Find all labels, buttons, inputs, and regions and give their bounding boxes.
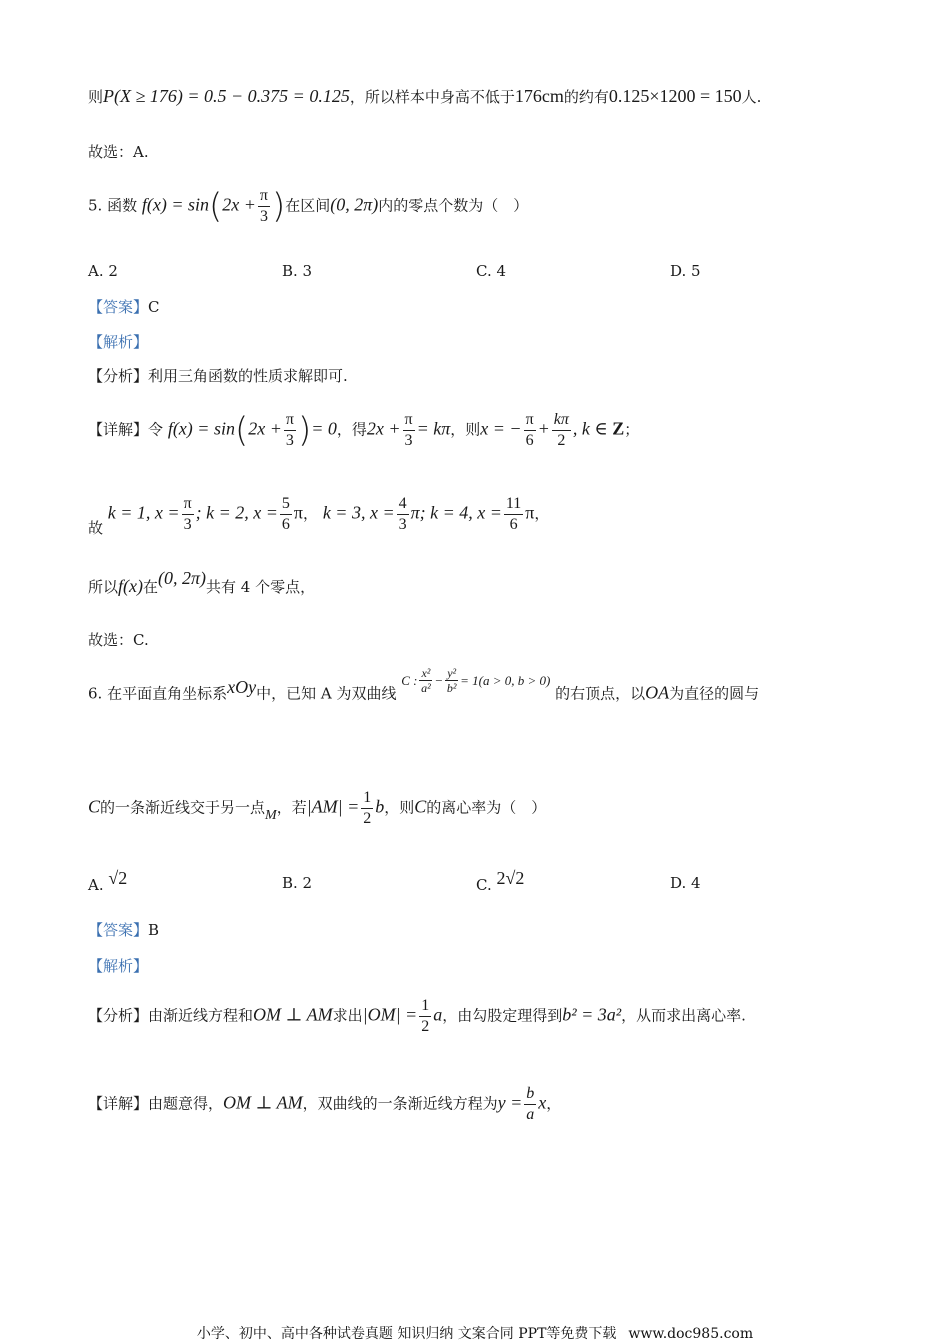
math-pi: π xyxy=(293,502,304,523)
analysis-2 xyxy=(88,996,746,1037)
text: 的约有 xyxy=(563,88,609,106)
option-value: √2 xyxy=(108,868,128,888)
text: 共有 4 个零点， xyxy=(206,578,316,596)
fraction: $\frac{4}{3}$ xyxy=(398,495,407,533)
detail-1: 【详解】令 f(x) = sin(2x + $\frac{\pi}{3}$ )= 0，得2x + $\frac{\pi}{3}$ = kπ，则x = − $\frac{\pi}{6}$ + $\frac{k\pi}{2}$ , k ∈ Z； xyxy=(88,410,640,451)
math-c: C xyxy=(414,796,427,817)
q6-option-d: D. 4 xyxy=(670,874,701,892)
math-y: y = xyxy=(497,1092,523,1113)
math-fx: f(x) xyxy=(118,576,143,596)
text: ， xyxy=(303,504,319,523)
detail-2 xyxy=(88,1084,561,1125)
text: 为直径的圆与 xyxy=(669,684,760,703)
answer-tag: 【答案】 xyxy=(88,298,149,316)
choose-c: 故选：C. xyxy=(88,631,149,649)
math-height: 176cm xyxy=(514,86,564,106)
jiexi-tag: 【解析】 xyxy=(88,957,149,975)
detail-tag: 【详解】 xyxy=(88,1094,149,1113)
math-eq2: 2x + xyxy=(366,418,401,439)
text: ，则 xyxy=(450,420,481,439)
math-b2-3a2: b² = 3a² xyxy=(562,1004,622,1025)
math-zero: = 0 xyxy=(311,418,337,439)
page-footer xyxy=(0,1323,950,1343)
text: ，所以样本中身高不低于 xyxy=(349,88,515,106)
footer-text: 小学、初中、高中各种试卷真题 知识归纳 文案合同 PPT等免费下载 xyxy=(196,1326,617,1342)
text: 的一条渐近线交于另一点 xyxy=(100,798,266,817)
text: 所以 xyxy=(88,578,119,596)
analysis-text: 利用三角函数的性质求解即可. xyxy=(148,367,348,385)
text: ，双曲线的一条渐近线方程为 xyxy=(302,1094,498,1113)
jiexi-tag: 【解析】 xyxy=(88,333,149,351)
math-arg: 2x + xyxy=(222,194,256,215)
line-probability xyxy=(88,86,761,107)
text: ，则 xyxy=(384,798,415,817)
option-label: A. xyxy=(88,876,104,894)
math-integers: Z xyxy=(612,418,625,439)
math-eq: f(x) = sin xyxy=(167,418,235,439)
text: 由渐近线方程和 xyxy=(148,1006,254,1025)
analysis-1 xyxy=(88,366,348,386)
q6-option-a xyxy=(88,868,128,894)
answer-value: B xyxy=(148,921,160,939)
math-function: f(x) = sin xyxy=(141,194,210,215)
q5-option-a: A. 2 xyxy=(88,262,118,280)
q5-answer xyxy=(88,297,160,317)
text: ； xyxy=(624,420,640,439)
math-oa: OA xyxy=(645,682,670,703)
question-number: 6. 在平面直角坐标系 xyxy=(88,684,228,703)
text: ，若 xyxy=(276,798,307,817)
q6-option-b: B. 2 xyxy=(282,874,313,892)
text: 内的零点个数为（ ） xyxy=(378,196,529,215)
math-perp: OM ⊥ AM xyxy=(253,1004,333,1025)
math-arg: 2x + xyxy=(248,418,282,439)
text: 在区间 xyxy=(285,196,331,215)
q6-answer xyxy=(88,920,159,940)
question-6 xyxy=(88,666,760,709)
text: 由题意得， xyxy=(148,1094,224,1113)
text: ， xyxy=(534,504,550,523)
text: 故 xyxy=(88,518,104,537)
math-x: x = − xyxy=(480,418,522,439)
text: 在 xyxy=(143,578,159,596)
q6-option-c xyxy=(476,868,525,894)
choose-a: 故选：A. xyxy=(88,143,149,161)
math-k4: π; k = 4, x = xyxy=(410,502,502,523)
answer-value: C xyxy=(148,298,160,316)
fraction: $\frac{5}{6}$ xyxy=(281,495,290,533)
text: ，从而求出离心率. xyxy=(621,1006,746,1025)
math-b: b xyxy=(375,796,385,817)
fraction-1-2: $\frac{1}{2}$ xyxy=(363,789,372,827)
math-pi: π xyxy=(525,502,535,523)
analysis-tag: 【分析】 xyxy=(88,1006,149,1025)
math-m: M xyxy=(265,807,277,823)
footer-url[interactable]: www.doc985.com xyxy=(628,1326,754,1342)
math-interval: (0, 2π) xyxy=(158,568,207,588)
text: ， xyxy=(546,1094,562,1113)
fraction-kpi-2: $\frac{k\pi}{2}$ xyxy=(553,411,569,449)
math-interval: (0, 2π) xyxy=(330,194,379,215)
text: 中，已知 A 为双曲线 xyxy=(256,684,397,703)
k-values-line xyxy=(88,494,549,535)
fraction-pi-3: $\frac{\pi}{3}$ xyxy=(285,411,294,449)
answer-tag: 【答案】 xyxy=(88,921,149,939)
fraction-b-a: $\frac{b}{a}$ xyxy=(526,1085,535,1123)
detail-tag: 【详解】 xyxy=(88,420,149,439)
math-xoy: xOy xyxy=(227,676,257,697)
text: ，得 xyxy=(336,420,367,439)
math-count: 0.125×1200 = 150 xyxy=(608,86,742,106)
analysis-tag: 【分析】 xyxy=(88,367,149,385)
fraction-1-2: $\frac{1}{2}$ xyxy=(421,997,430,1035)
math-x: x xyxy=(538,1092,547,1113)
fraction-pi-3: $\frac{\pi}{3}$ xyxy=(259,187,268,225)
zero-count-line xyxy=(88,568,316,597)
q5-option-c: C. 4 xyxy=(476,262,507,280)
text: 求出 xyxy=(332,1006,363,1025)
math-c: C xyxy=(88,796,101,817)
fraction: $\frac{11}{6}$ xyxy=(505,495,522,533)
math-perp: OM ⊥ AM xyxy=(223,1092,303,1113)
question-6-line2 xyxy=(88,788,546,829)
math-k-in: , k ∈ xyxy=(572,418,613,439)
math-a: a xyxy=(433,1004,443,1025)
text: 的右顶点，以 xyxy=(555,684,646,703)
text: ，由勾股定理得到 xyxy=(442,1006,563,1025)
math-k2: ; k = 2, x = xyxy=(195,502,278,523)
option-value: 2√2 xyxy=(496,868,525,888)
text: 人. xyxy=(741,88,762,106)
math-plus: + xyxy=(537,418,550,439)
math-k1: k = 1, x = xyxy=(107,502,180,523)
fraction-pi-6: $\frac{\pi}{6}$ xyxy=(525,411,534,449)
question-5: 5. 函数 f(x) = sin(2x + $\frac{\pi}{3}$ )在区间(0, 2π)内的零点个数为（ ） xyxy=(88,186,529,227)
text: 的离心率为（ ） xyxy=(426,798,547,817)
text: 则 xyxy=(88,88,104,106)
hyperbola-equation: C : $\frac{\text{x²}}{\text{a²}}$ − $\frac{\text{y²}}{\text{b²}}$ = 1(a > 0, b > 0) xyxy=(401,666,551,695)
text: 令 xyxy=(148,420,164,439)
math-om: |OM| = xyxy=(362,1004,418,1025)
option-label: C. xyxy=(476,876,492,894)
math-probability: P(X ≥ 176) = 0.5 − 0.375 = 0.125 xyxy=(103,86,350,106)
math-k3: k = 3, x = xyxy=(322,502,395,523)
math-kpi: = kπ xyxy=(416,418,451,439)
question-number: 5. 函数 xyxy=(88,196,138,215)
math-am: |AM| = xyxy=(306,796,360,817)
q5-option-d: D. 5 xyxy=(670,262,701,280)
fraction-pi-3: $\frac{\pi}{3}$ xyxy=(404,411,413,449)
fraction: $\frac{\pi}{3}$ xyxy=(183,495,192,533)
q5-option-b: B. 3 xyxy=(282,262,313,280)
